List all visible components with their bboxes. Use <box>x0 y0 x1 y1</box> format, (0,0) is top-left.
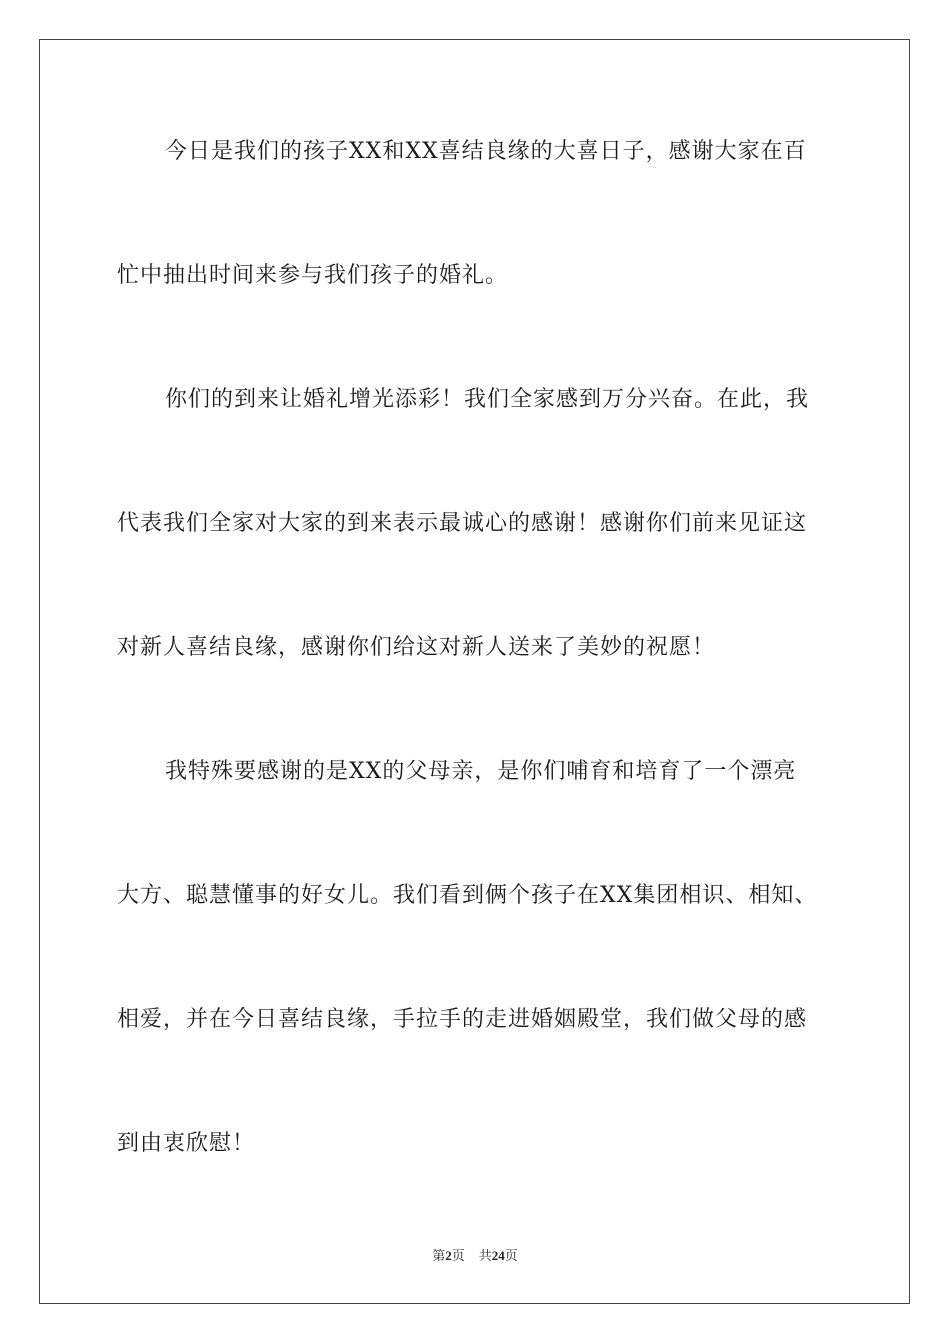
total-pages: 24 <box>491 1248 505 1263</box>
total-suffix: 页 <box>504 1249 518 1264</box>
paragraph-2-line-1: 你们的到来让婚礼增光添彩！我们全家感到万分兴奋。在此，我 <box>165 387 810 412</box>
paragraph-3-line-1: 我特殊要感谢的是XX的父母亲，是你们哺育和培育了一个漂亮 <box>165 759 797 784</box>
total-prefix: 共 <box>478 1249 492 1264</box>
paragraph-1-line-2: 忙中抽出时间来参与我们孩子的婚礼。 <box>117 263 509 288</box>
page-footer <box>0 1247 950 1266</box>
paragraph-3-line-4: 到由衷欣慰！ <box>117 1131 256 1156</box>
paragraph-2-line-2: 代表我们全家对大家的到来表示最诚心的感谢！感谢你们前来见证这 <box>117 511 808 536</box>
paragraph-3-line-2: 大方、聪慧懂事的好女儿。我们看到俩个孩子在XX集团相识、相知、 <box>117 883 818 908</box>
page-frame <box>39 39 910 1304</box>
paragraph-3-line-3: 相爱，并在今日喜结良缘，手拉手的走进婚姻殿堂，我们做父母的感 <box>117 1007 808 1032</box>
page-suffix: 页 <box>451 1249 465 1264</box>
paragraph-1-line-1: 今日是我们的孩子XX和XX喜结良缘的大喜日子，感谢大家在百 <box>165 139 807 164</box>
page-prefix: 第 <box>432 1249 446 1264</box>
page-number: 2 <box>445 1248 452 1263</box>
paragraph-2-line-3: 对新人喜结良缘，感谢你们给这对新人送来了美妙的祝愿！ <box>117 635 716 660</box>
